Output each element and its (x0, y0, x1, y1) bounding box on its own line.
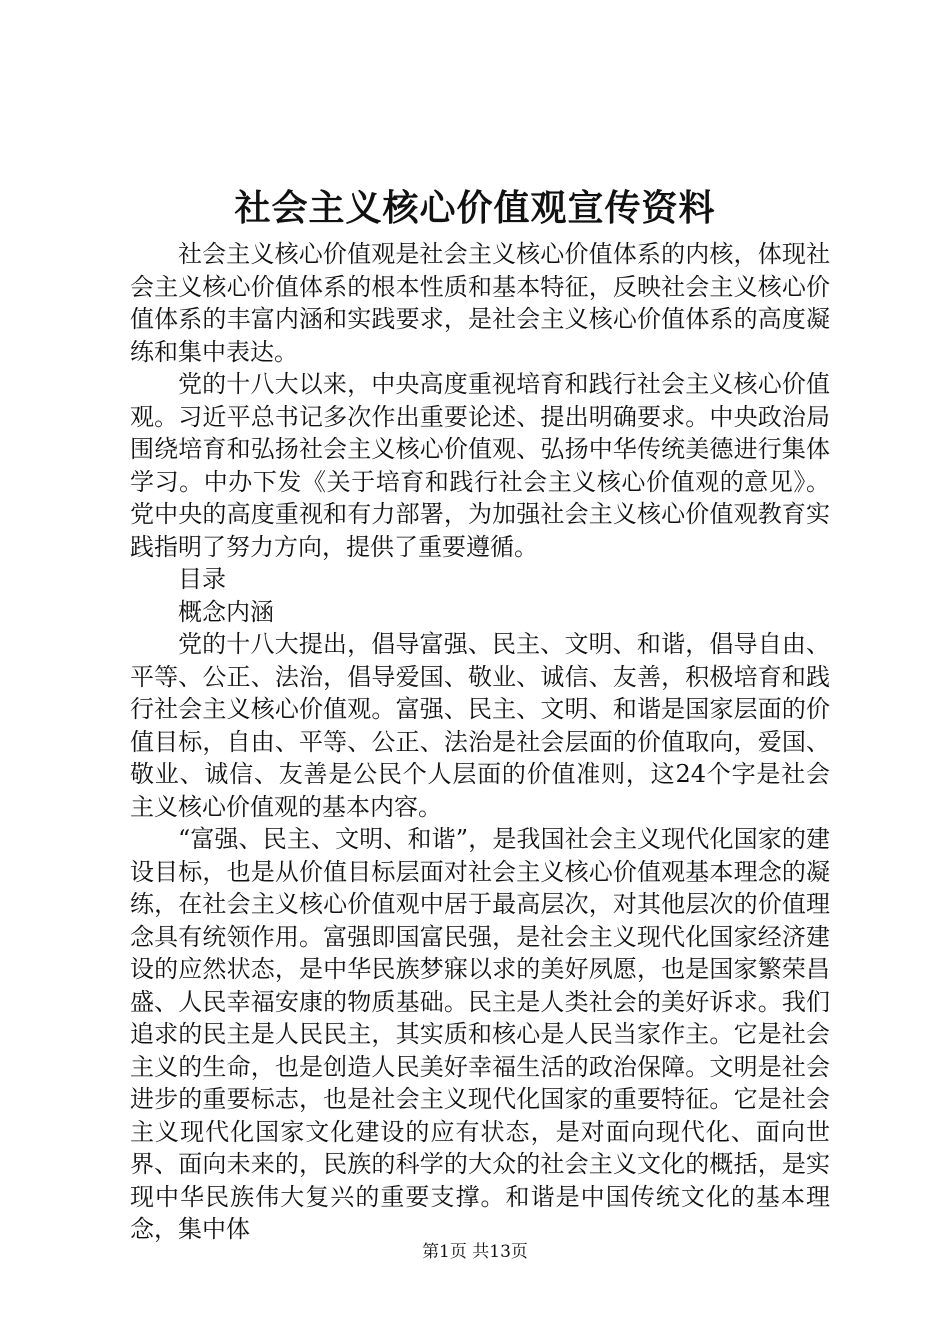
paragraph-intro: 社会主义核心价值观是社会主义核心价值体系的内核，体现社会主义核心价值体系的根本性质和基本特征，反映社会主义核心价值体系的丰富内涵和实践要求，是社会主义核心价值体系的高度凝练和集中表达。 (130, 240, 830, 366)
document-body (130, 238, 830, 1246)
heading-contents: 目录 (178, 565, 226, 593)
document-title: 社会主义核心价值观宣传资料 (234, 187, 716, 229)
page-number-footer: 第1页 共13页 (422, 1242, 528, 1262)
paragraph-background: 党的十八大以来，中央高度重视培育和践行社会主义核心价值观。习近平总书记多次作出重要论述、提出明确要求。中央政治局围绕培育和弘扬社会主义核心价值观、弘扬中华传统美德进行集体学习。中办下发《关于培育和践行社会主义核心价值观的意见》。党中央的高度重视和有力部署，为加强社会主义核心价值观教育实践指明了努力方向，提供了重要遵循。 (130, 370, 830, 561)
paragraph-concept: 党的十八大提出，倡导富强、民主、文明、和谐，倡导自由、平等、公正、法治，倡导爱国、敬业、诚信、友善，积极培育和践行社会主义核心价值观。富强、民主、文明、和谐是国家层面的价值目标，自由、平等、公正、法治是社会层面的价值取向，爱国、敬业、诚信、友善是公民个人层面的价值准则，这24个字是社会主义核心价值观的基本内容。 (130, 630, 830, 821)
paragraph-national-values: “富强、民主、文明、和谐”，是我国社会主义现代化国家的建设目标，也是从价值目标层面对社会主义核心价值观基本理念的凝练，在社会主义核心价值观中居于最高层次，对其他层次的价值理念具有统领作用。富强即国富民强，是社会主义现代化国家经济建设的应然状态，是中华民族梦寐以求的美好夙愿，也是国家繁荣昌盛、人民幸福安康的物质基础。民主是人类社会的美好诉求。我们追求的民主是人民民主，其实质和核心是人民当家作主。它是社会主义的生命，也是创造人民美好幸福生活的政治保障。文明是社会进步的重要标志，也是社会主义现代化国家的重要特征。它是社会主义现代化国家文化建设的应有状态，是对面向现代化、面向世界、面向未来的，民族的科学的大众的社会主义文化的概括，是实现中华民族伟大复兴的重要支撑。和谐是中国传统文化的基本理念，集中体 (130, 825, 830, 1243)
heading-concept: 概念内涵 (178, 597, 274, 626)
